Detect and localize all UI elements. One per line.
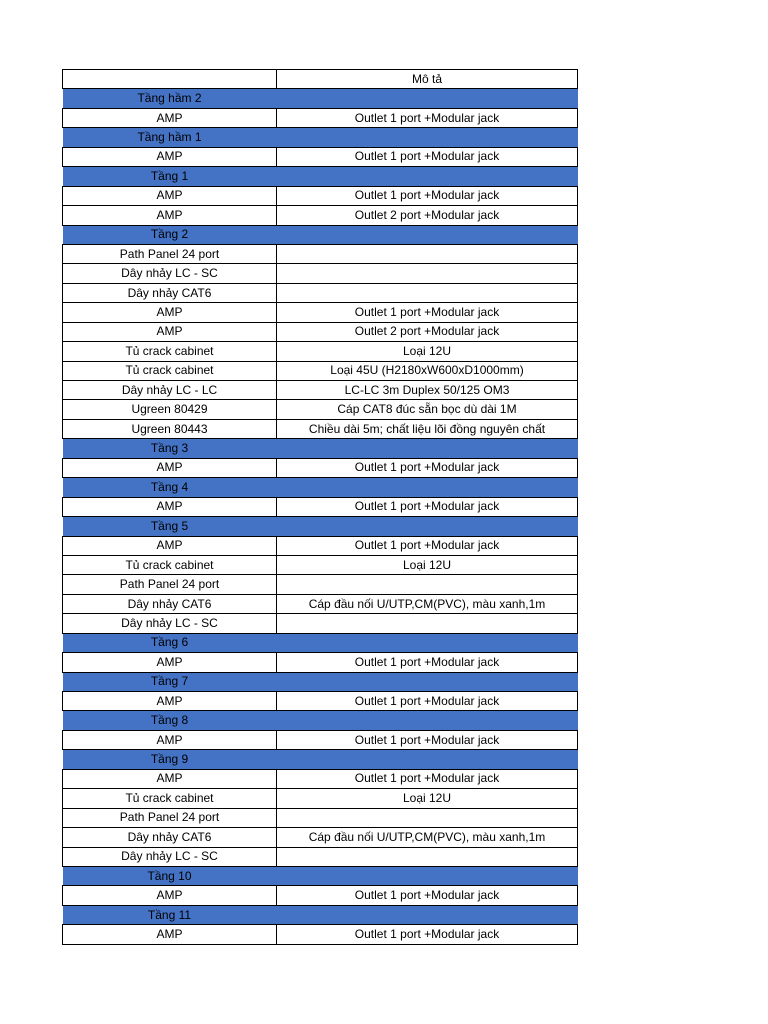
table-row <box>63 536 578 555</box>
table-row <box>63 419 578 438</box>
table-row <box>63 789 578 808</box>
floor-label-cell[interactable]: Tầng 11 <box>63 905 277 924</box>
table-row <box>63 206 578 225</box>
item-name-cell[interactable]: Path Panel 24 port <box>63 575 277 594</box>
item-name-cell[interactable]: AMP <box>63 322 277 341</box>
item-name-cell[interactable]: AMP <box>63 108 277 127</box>
floor-empty-cell[interactable] <box>277 711 578 730</box>
table-row <box>63 497 578 516</box>
item-name-cell[interactable]: Tủ crack cabinet <box>63 342 277 361</box>
item-name-cell[interactable]: Tủ crack cabinet <box>63 361 277 380</box>
item-description-cell[interactable]: Outlet 2 port +Modular jack <box>277 206 578 225</box>
table-row <box>63 303 578 322</box>
table-row <box>63 555 578 574</box>
floor-section-row <box>63 866 578 885</box>
item-name-cell[interactable]: AMP <box>63 925 277 944</box>
item-description-cell[interactable] <box>277 575 578 594</box>
floor-empty-cell[interactable] <box>277 225 578 244</box>
floor-label-cell[interactable]: Tầng hầm 2 <box>63 89 277 108</box>
item-name-cell[interactable]: Dây nhảy LC - SC <box>63 264 277 283</box>
floor-section-row <box>63 478 578 497</box>
item-description-cell[interactable]: Loại 12U <box>277 555 578 574</box>
table-body <box>63 70 578 945</box>
item-name-cell[interactable]: Tủ crack cabinet <box>63 555 277 574</box>
floor-section-row <box>63 711 578 730</box>
item-description-cell[interactable]: Outlet 1 port +Modular jack <box>277 886 578 905</box>
item-description-cell[interactable]: Outlet 1 port +Modular jack <box>277 458 578 477</box>
header-cell-description[interactable]: Mô tả <box>277 70 578 89</box>
table-row <box>63 730 578 749</box>
floor-section-row <box>63 517 578 536</box>
item-name-cell[interactable]: Path Panel 24 port <box>63 808 277 827</box>
floor-empty-cell[interactable] <box>277 478 578 497</box>
item-description-cell[interactable] <box>277 264 578 283</box>
item-description-cell[interactable]: Outlet 1 port +Modular jack <box>277 303 578 322</box>
item-description-cell[interactable]: Outlet 1 port +Modular jack <box>277 925 578 944</box>
floor-empty-cell[interactable] <box>277 128 578 147</box>
floor-empty-cell[interactable] <box>277 89 578 108</box>
item-name-cell[interactable]: AMP <box>63 536 277 555</box>
item-name-cell[interactable]: Dây nhảy LC - SC <box>63 614 277 633</box>
item-name-cell[interactable]: Ugreen 80443 <box>63 419 277 438</box>
table-row <box>63 322 578 341</box>
item-name-cell[interactable]: AMP <box>63 186 277 205</box>
item-description-cell[interactable]: Outlet 1 port +Modular jack <box>277 653 578 672</box>
floor-empty-cell[interactable] <box>277 866 578 885</box>
table-row <box>63 886 578 905</box>
table-row <box>63 342 578 361</box>
floor-section-row <box>63 89 578 108</box>
table-row <box>63 108 578 127</box>
item-name-cell[interactable]: Ugreen 80429 <box>63 400 277 419</box>
item-description-cell[interactable]: Cáp đầu nối U/UTP,CM(PVC), màu xanh,1m <box>277 594 578 613</box>
item-description-cell[interactable]: Outlet 2 port +Modular jack <box>277 322 578 341</box>
table-row <box>63 769 578 788</box>
item-name-cell[interactable]: AMP <box>63 303 277 322</box>
item-description-cell[interactable]: LC-LC 3m Duplex 50/125 OM3 <box>277 381 578 400</box>
floor-label-cell[interactable]: Tầng hầm 1 <box>63 128 277 147</box>
table-row <box>63 244 578 263</box>
floor-section-row <box>63 672 578 691</box>
table-row <box>63 381 578 400</box>
item-name-cell[interactable]: AMP <box>63 653 277 672</box>
floor-label-cell[interactable]: Tầng 3 <box>63 439 277 458</box>
item-name-cell[interactable]: AMP <box>63 458 277 477</box>
item-name-cell[interactable]: AMP <box>63 769 277 788</box>
floor-section-row <box>63 633 578 652</box>
item-name-cell[interactable]: Dây nhảy LC - SC <box>63 847 277 866</box>
item-name-cell[interactable]: Path Panel 24 port <box>63 244 277 263</box>
table-row <box>63 264 578 283</box>
item-description-cell[interactable] <box>277 808 578 827</box>
header-cell-item[interactable] <box>63 70 277 89</box>
item-description-cell[interactable]: Outlet 1 port +Modular jack <box>277 536 578 555</box>
item-name-cell[interactable]: Dây nhảy CAT6 <box>63 594 277 613</box>
item-name-cell[interactable]: AMP <box>63 497 277 516</box>
floor-label-cell[interactable]: Tầng 9 <box>63 750 277 769</box>
table-row <box>63 283 578 302</box>
item-name-cell[interactable]: Dây nhảy CAT6 <box>63 283 277 302</box>
item-description-cell[interactable] <box>277 244 578 263</box>
item-name-cell[interactable]: AMP <box>63 886 277 905</box>
floor-section-row <box>63 905 578 924</box>
table-row <box>63 147 578 166</box>
item-description-cell[interactable] <box>277 283 578 302</box>
table-row <box>63 186 578 205</box>
floor-label-cell[interactable]: Tầng 5 <box>63 517 277 536</box>
item-name-cell[interactable]: AMP <box>63 147 277 166</box>
table-row <box>63 847 578 866</box>
item-description-cell[interactable]: Outlet 1 port +Modular jack <box>277 147 578 166</box>
table-row <box>63 828 578 847</box>
floor-label-cell[interactable]: Tầng 7 <box>63 672 277 691</box>
floor-label-cell[interactable]: Tầng 1 <box>63 167 277 186</box>
item-description-cell[interactable]: Outlet 1 port +Modular jack <box>277 692 578 711</box>
floor-empty-cell[interactable] <box>277 167 578 186</box>
table-row <box>63 400 578 419</box>
equipment-table <box>62 69 578 945</box>
floor-empty-cell[interactable] <box>277 905 578 924</box>
floor-section-row <box>63 167 578 186</box>
floor-empty-cell[interactable] <box>277 439 578 458</box>
table-header-row <box>63 70 578 89</box>
item-name-cell[interactable]: Dây nhảy CAT6 <box>63 828 277 847</box>
item-description-cell[interactable] <box>277 847 578 866</box>
item-description-cell[interactable]: Cáp đầu nối U/UTP,CM(PVC), màu xanh,1m <box>277 828 578 847</box>
floor-empty-cell[interactable] <box>277 633 578 652</box>
item-description-cell[interactable]: Outlet 1 port +Modular jack <box>277 769 578 788</box>
item-description-cell[interactable]: Loại 12U <box>277 789 578 808</box>
floor-empty-cell[interactable] <box>277 750 578 769</box>
item-description-cell[interactable]: Loại 45U (H2180xW600xD1000mm) <box>277 361 578 380</box>
item-name-cell[interactable]: AMP <box>63 692 277 711</box>
floor-empty-cell[interactable] <box>277 672 578 691</box>
table-row <box>63 614 578 633</box>
table-row <box>63 808 578 827</box>
item-description-cell[interactable] <box>277 614 578 633</box>
table-row <box>63 594 578 613</box>
floor-section-row <box>63 128 578 147</box>
item-description-cell[interactable]: Chiều dài 5m; chất liệu lõi đồng nguyên chất <box>277 419 578 438</box>
table-row <box>63 925 578 944</box>
item-name-cell[interactable]: AMP <box>63 730 277 749</box>
table-row <box>63 692 578 711</box>
floor-empty-cell[interactable] <box>277 517 578 536</box>
item-description-cell[interactable]: Cáp CAT8 đúc sẵn bọc dù dài 1M <box>277 400 578 419</box>
item-description-cell[interactable]: Outlet 1 port +Modular jack <box>277 730 578 749</box>
item-description-cell[interactable]: Loại 12U <box>277 342 578 361</box>
item-name-cell[interactable]: AMP <box>63 206 277 225</box>
floor-section-row <box>63 750 578 769</box>
item-name-cell[interactable]: Dây nhảy LC - LC <box>63 381 277 400</box>
table-row <box>63 653 578 672</box>
item-description-cell[interactable]: Outlet 1 port +Modular jack <box>277 108 578 127</box>
item-name-cell[interactable]: Tủ crack cabinet <box>63 789 277 808</box>
floor-label-cell[interactable]: Tầng 4 <box>63 478 277 497</box>
floor-label-cell[interactable]: Tầng 6 <box>63 633 277 652</box>
floor-label-cell[interactable]: Tầng 10 <box>63 866 277 885</box>
floor-section-row <box>63 225 578 244</box>
item-description-cell[interactable]: Outlet 1 port +Modular jack <box>277 186 578 205</box>
table-row <box>63 361 578 380</box>
table-row <box>63 575 578 594</box>
floor-label-cell[interactable]: Tầng 8 <box>63 711 277 730</box>
table-row <box>63 458 578 477</box>
item-description-cell[interactable]: Outlet 1 port +Modular jack <box>277 497 578 516</box>
floor-label-cell[interactable]: Tầng 2 <box>63 225 277 244</box>
floor-section-row <box>63 439 578 458</box>
